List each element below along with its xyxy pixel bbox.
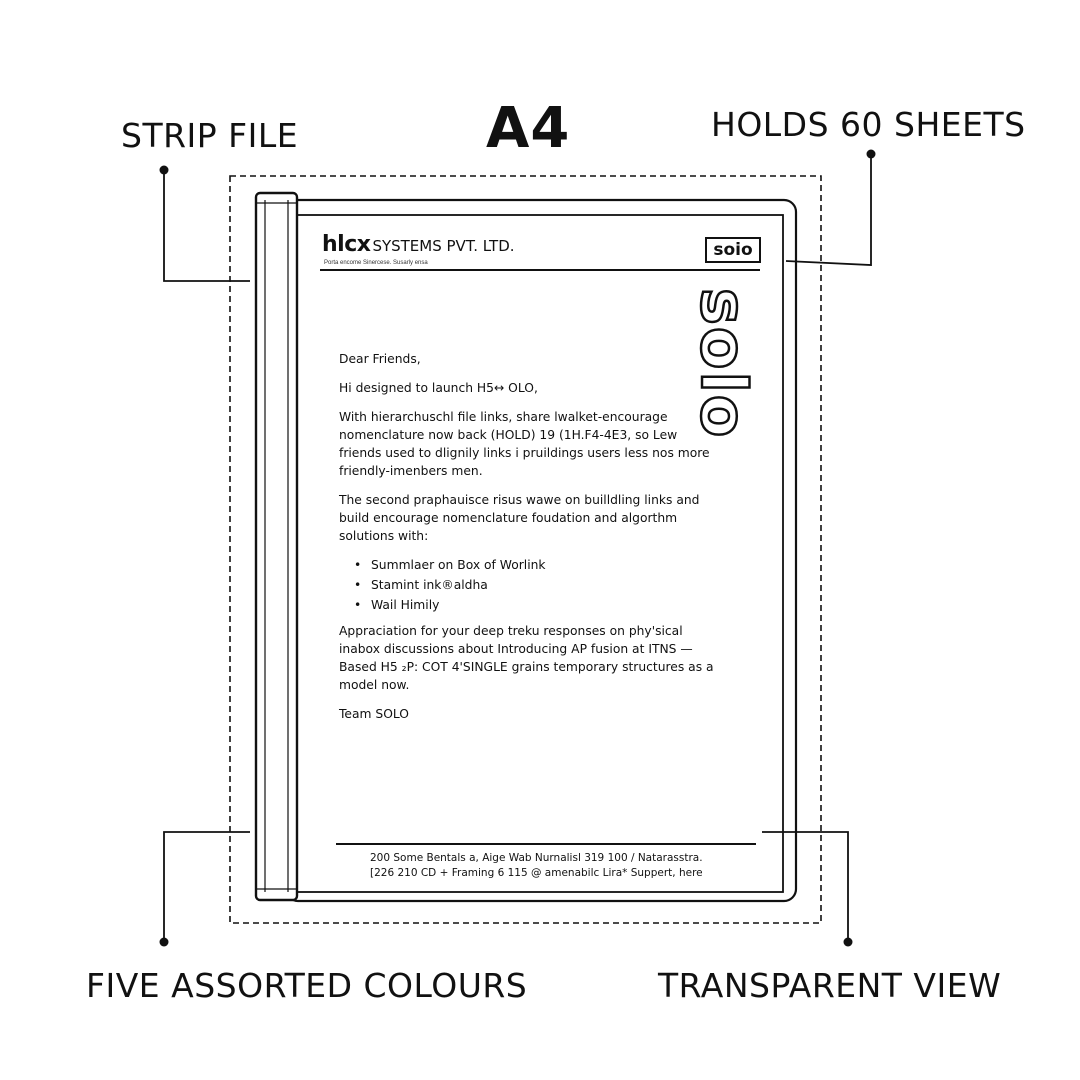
brand-subtitle: SYSTEMS PVT. LTD. [372,237,515,255]
transparent-view-label: TRANSPARENT VIEW [658,966,1002,1005]
header-divider [320,269,760,271]
strip-spine [256,193,297,900]
bullet-list [339,556,719,614]
intro-line: Hi designed to launch H5↔ OLO, [339,381,538,395]
list-item: • Stamint ink®aldha [371,576,719,594]
paragraph-1: With hierarchuschl file links, share lwalket-encourage nomenclature now back (HOLD) 19 (1H.F4-4E3, so Lew friends used to dlignily links i pruildings users less nos more friendly-imenbers men. [339,410,710,478]
letter-sheet: hlcx SYSTEMS PVT. LTD. Porta encome Sinercese. Susarly ensa soio solo Dear Friends, Hi designed to launch H5↔ OLO, With hierarchuschl file links, share lwalket-encourage nomenclature now back (HOLD) 19 (1H.F4-4E3, so Lew friends used to dlignily links i pruildings users less nos more friendly-imenbers men. The second praphauisce risus wawe on builldling links and build encourage nomenclature foudation and algorthm solutions with: • Summlaer on Box of Worlink • Stamint ink®aldha • Wail Himily Appraciation for your deep treku responses on phy'sical inabox discussions about Introducing AP fusion at ITNS — Based H5 ₂P: COT 4'SINGLE grains temporary structures as a model now. Team SOLO 200 Some Bentals a, Aige Wab Nurnalisl 319 100 / Natarasstra. [226 210 CD + Framing 6 115 @ amenabilc Lira* Suppert, here [298,216,783,891]
assorted-colours-label: FIVE ASSORTED COLOURS [86,966,528,1005]
strip-file-leader [164,170,250,281]
footer-divider [336,843,756,845]
letter-body [339,350,719,734]
brand-tagline: Porta encome Sinercese. Susarly ensa [324,260,428,266]
paragraph-2: The second praphauisce risus wawe on builldling links and build encourage nomenclature foudation and algorthm solutions with: [339,493,700,543]
logo-box: soio [705,237,761,263]
footer-line: 200 Some Bentals a, Aige Wab Nurnalisl 319 100 / Natarasstra. [370,852,703,864]
holds-sheets-label: HOLDS 60 SHEETS [711,105,1026,144]
strip-file-label: STRIP FILE [121,116,299,155]
brand-name: hlcx [322,232,371,257]
list-item: • Wail Himily [371,596,719,614]
colours-leader [164,832,250,942]
paragraph-3: Appraciation for your deep treku responses on phy'sical inabox discussions about Introducing AP fusion at ITNS — Based H5 ₂P: COT 4'SINGLE grains temporary structures as a model now. [339,624,714,692]
footer-line: [226 210 CD + Framing 6 115 @ amenabilc Lira* Suppert, here [370,867,703,879]
greeting: Dear Friends, [339,352,421,366]
size-label: A4 [486,96,571,161]
letter-footer [370,851,703,881]
sign-off: Team SOLO [339,707,409,721]
list-item: • Summlaer on Box of Worlink [371,556,719,574]
holds-sheets-leader [786,154,871,265]
letterhead-brand [322,232,515,257]
